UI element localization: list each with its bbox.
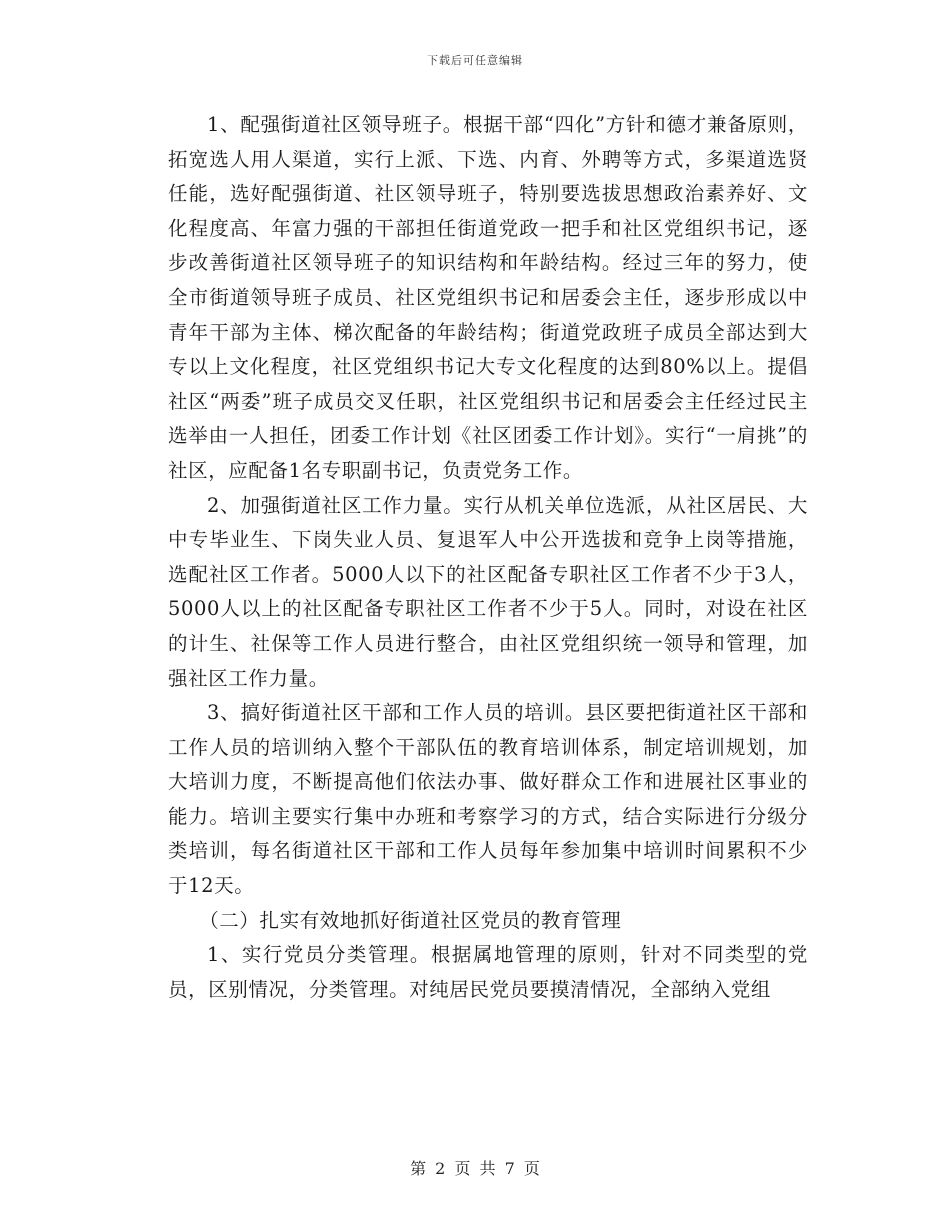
page-footer: 第 2 页 共 7 页 [410, 1159, 540, 1178]
document-body [168, 108, 808, 1007]
paragraph-training: 3、搞好街道社区干部和工作人员的培训。县区要把街道社区干部和工作人员的培训纳入整个干部队伍的教育培训体系，制定培训规划，加大培训力度，不断提高他们依法办事、做好群众工作和进展社区事业的能力。培训主要实行集中办班和考察学习的方式，结合实际进行分级分类培训，每名街道社区干部和工作人员每年参加集中培训时间累积不少于12天。 [168, 701, 808, 898]
page-header: 下载后可任意编辑 [427, 54, 523, 67]
paragraph-leadership: 1、配强街道社区领导班子。根据干部“四化”方针和德才兼备原则，拓宽选人用人渠道，实行上派、下选、内育、外聘等方式，多渠道选贤任能，选好配强街道、社区领导班子，特别要选拔思想政治素养好、文化程度高、年富力强的干部担任街道党政一把手和社区党组织书记，逐步改善街道社区领导班子的知识结构和年龄结构。经过三年的努力，使全市街道领导班子成员、社区党组织书记和居委会主任，逐步形成以中青年干部为主体、梯次配备的年龄结构；街道党政班子成员全部达到大专以上文化程度，社区党组织书记大专文化程度的达到80%以上。提倡社区“两委”班子成员交叉任职，社区党组织书记和居委会主任经过民主选举由一人担任，团委工作计划《社区团委工作计划》。实行“一肩挑”的社区，应配备1名专职副书记，负责党务工作。 [168, 113, 808, 482]
paragraph-party-management: 1、实行党员分类管理。根据属地管理的原则，针对不同类型的党员，区别情况，分类管理。对纯居民党员要摸清情况，全部纳入党组 [168, 943, 808, 1001]
section-heading: （二）扎实有效地抓好街道社区党员的教育管理 [199, 908, 622, 932]
paragraph-workforce: 2、加强街道社区工作力量。实行从机关单位选派，从社区居民、大中专毕业生、下岗失业人员、复退军人中公开选拔和竞争上岗等措施，选配社区工作者。5000人以下的社区配备专职社区工作者不少于3人，5000人以上的社区配备专职社区工作者不少于5人。同时，对设在社区的计生、社保等工作人员进行整合，由社区党组织统一领导和管理，加强社区工作力量。 [168, 493, 808, 690]
